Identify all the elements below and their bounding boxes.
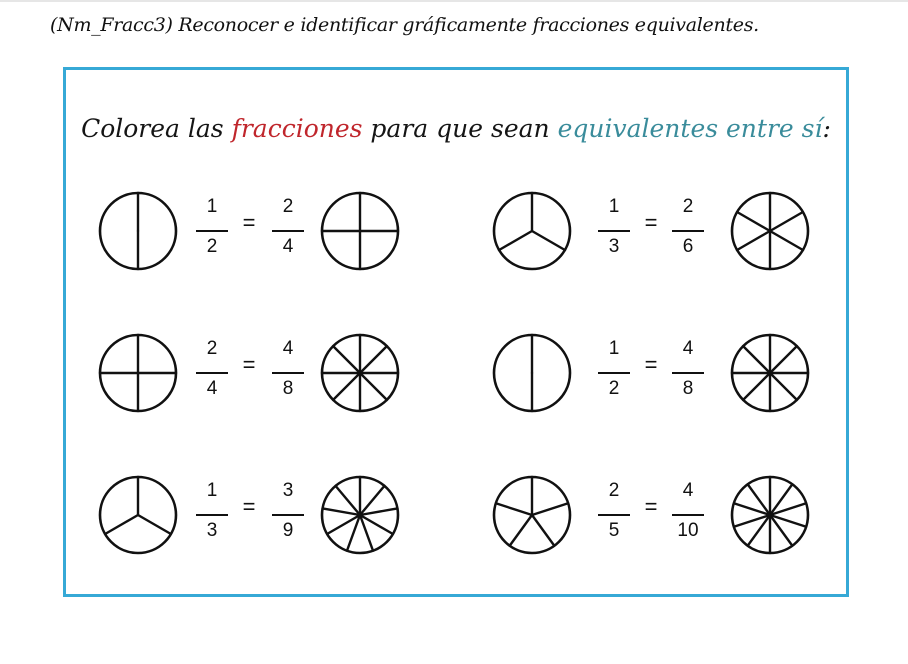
fraction-circle-right[interactable] <box>318 326 402 420</box>
fraction-circle-left[interactable] <box>490 326 574 420</box>
instruction-word-equivalentes: equivalentes entre sí <box>557 114 823 143</box>
numerator: 4 <box>282 338 294 359</box>
fraction-circle-left[interactable] <box>96 184 180 278</box>
problem-4 <box>490 326 820 420</box>
fraction-left <box>192 192 232 272</box>
denominator: 9 <box>282 520 294 541</box>
numerator: 2 <box>608 480 620 501</box>
numerator: 1 <box>608 196 620 217</box>
denominator: 10 <box>677 520 699 541</box>
fraction-circle-right[interactable] <box>728 184 812 278</box>
fraction-bar <box>272 372 304 374</box>
denominator: 4 <box>282 236 294 257</box>
fraction-circle-left[interactable] <box>490 468 574 562</box>
equals-sign: = <box>644 494 658 519</box>
instruction-word-fracciones: fracciones <box>231 114 363 143</box>
fraction-circle-left[interactable] <box>96 468 180 562</box>
worksheet-frame <box>63 67 849 597</box>
denominator: 6 <box>682 236 694 257</box>
fraction-bar <box>196 230 228 232</box>
fraction-left <box>192 476 232 556</box>
fraction-right <box>668 476 708 556</box>
equals-sign: = <box>242 210 256 235</box>
equals-sign: = <box>644 352 658 377</box>
fraction-right <box>268 334 308 414</box>
equals-sign: = <box>242 494 256 519</box>
instruction-heading <box>66 114 846 143</box>
denominator: 4 <box>206 378 218 399</box>
page-header: (Nm_Fracc3) Reconocer e identificar gráficamente fracciones equivalentes. <box>50 14 759 36</box>
top-divider <box>0 0 908 2</box>
numerator: 2 <box>682 196 694 217</box>
fraction-circle-right[interactable] <box>318 468 402 562</box>
fraction-right <box>668 334 708 414</box>
numerator: 1 <box>206 480 218 501</box>
problem-6 <box>490 468 820 562</box>
fraction-bar <box>598 230 630 232</box>
problem-1 <box>96 184 426 278</box>
fraction-bar <box>672 514 704 516</box>
fraction-bar <box>272 230 304 232</box>
problem-3 <box>96 326 426 420</box>
fraction-bar <box>196 514 228 516</box>
numerator: 2 <box>282 196 294 217</box>
numerator: 3 <box>282 480 294 501</box>
fraction-circle-right[interactable] <box>728 326 812 420</box>
fraction-circle-right[interactable] <box>728 468 812 562</box>
fraction-circle-left[interactable] <box>96 326 180 420</box>
denominator: 3 <box>206 520 218 541</box>
instruction-text-3: : <box>822 114 831 143</box>
equals-sign: = <box>242 352 256 377</box>
fraction-bar <box>196 372 228 374</box>
numerator: 4 <box>682 480 694 501</box>
fraction-bar <box>672 230 704 232</box>
fraction-bar <box>598 372 630 374</box>
denominator: 3 <box>608 236 620 257</box>
numerator: 2 <box>206 338 218 359</box>
fraction-circle-right[interactable] <box>318 184 402 278</box>
denominator: 8 <box>282 378 294 399</box>
fraction-left <box>192 334 232 414</box>
fraction-right <box>268 192 308 272</box>
numerator: 1 <box>608 338 620 359</box>
fraction-left <box>594 476 634 556</box>
denominator: 8 <box>682 378 694 399</box>
instruction-text-2: para que sean <box>362 114 558 143</box>
fraction-left <box>594 334 634 414</box>
equals-sign: = <box>644 210 658 235</box>
fraction-right <box>668 192 708 272</box>
denominator: 2 <box>608 378 620 399</box>
denominator: 5 <box>608 520 620 541</box>
fraction-right <box>268 476 308 556</box>
fraction-circle-left[interactable] <box>490 184 574 278</box>
problem-5 <box>96 468 426 562</box>
fraction-bar <box>272 514 304 516</box>
problem-2 <box>490 184 820 278</box>
numerator: 4 <box>682 338 694 359</box>
instruction-text-1: Colorea las <box>81 114 232 143</box>
fraction-bar <box>598 514 630 516</box>
fraction-left <box>594 192 634 272</box>
fraction-bar <box>672 372 704 374</box>
numerator: 1 <box>206 196 218 217</box>
denominator: 2 <box>206 236 218 257</box>
